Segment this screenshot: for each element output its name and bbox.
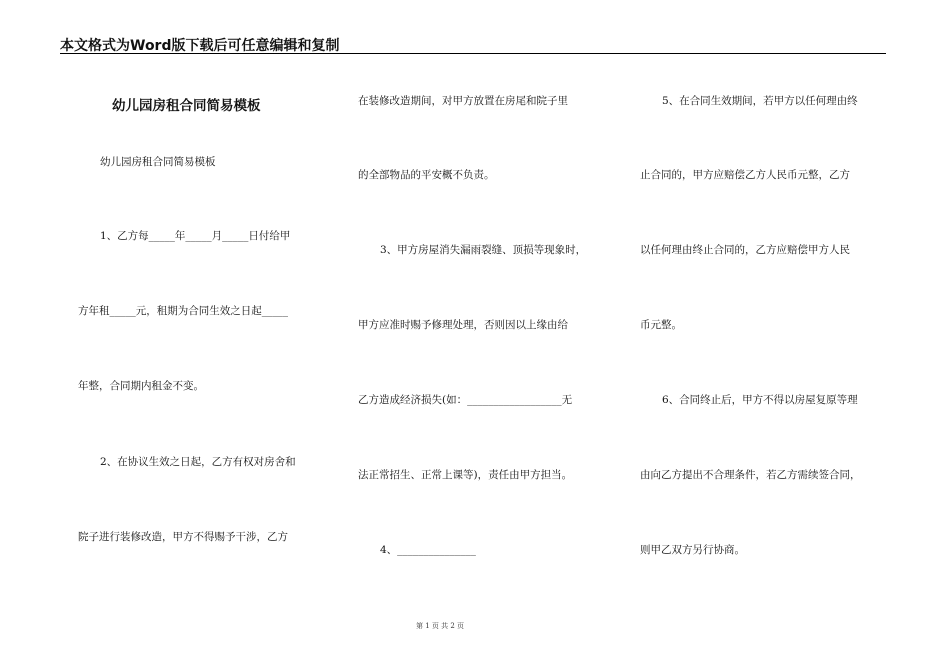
paragraph-line: 3、甲方房屋消失漏雨裂缝、顶损等现象时， [380, 244, 587, 256]
paragraph-line: 止合同的，甲方应赔偿乙方人民币元整，乙方 [640, 169, 850, 181]
paragraph-line: 1、乙方每_____年_____月_____日付给甲 [100, 230, 291, 242]
paragraph-line: 方年租_____元，租期为合同生效之日起_____ [78, 305, 288, 317]
paragraph-line: 乙方造成经济损失(如：__________________无 [358, 394, 573, 406]
paragraph-line: 的全部物品的平安概不负责。 [358, 169, 495, 181]
paragraph-line: 在装修改造期间，对甲方放置在房尾和院子里 [358, 95, 568, 107]
header-divider [60, 53, 886, 54]
document-header: 本文格式为Word版下载后可任意编辑和复制 [60, 38, 340, 54]
document-title: 幼儿园房租合同简易模板 [112, 98, 261, 114]
paragraph-line: 币元整。 [640, 319, 682, 331]
paragraph-line: 年整，合同期内租金不变。 [78, 380, 204, 392]
paragraph-line: 6、合同终止后，甲方不得以房屋复原等理 [662, 394, 858, 406]
paragraph-line: 院子进行装修改造，甲方不得赐予干涉，乙方 [78, 531, 288, 543]
paragraph-line: 法正常招生、正常上课等)，责任由甲方担当。 [358, 469, 573, 481]
paragraph-line: 甲方应准时赐予修理处理，否则因以上缘由给 [358, 319, 568, 331]
page-indicator: 第 1 页 共 2 页 [415, 622, 465, 630]
paragraph-line: 以任何理由终止合同的，乙方应赔偿甲方人民 [640, 244, 850, 256]
paragraph-line: 由向乙方提出不合理条件，若乙方需续签合同， [640, 469, 861, 481]
paragraph-line: 幼儿园房租合同简易模板 [100, 156, 216, 168]
paragraph-line: 4、_______________ [380, 544, 476, 556]
paragraph-line: 2、在协议生效之日起，乙方有权对房舍和 [100, 456, 296, 468]
paragraph-line: 5、在合同生效期间，若甲方以任何理由终 [662, 95, 858, 107]
paragraph-line: 则甲乙双方另行协商。 [640, 544, 745, 556]
